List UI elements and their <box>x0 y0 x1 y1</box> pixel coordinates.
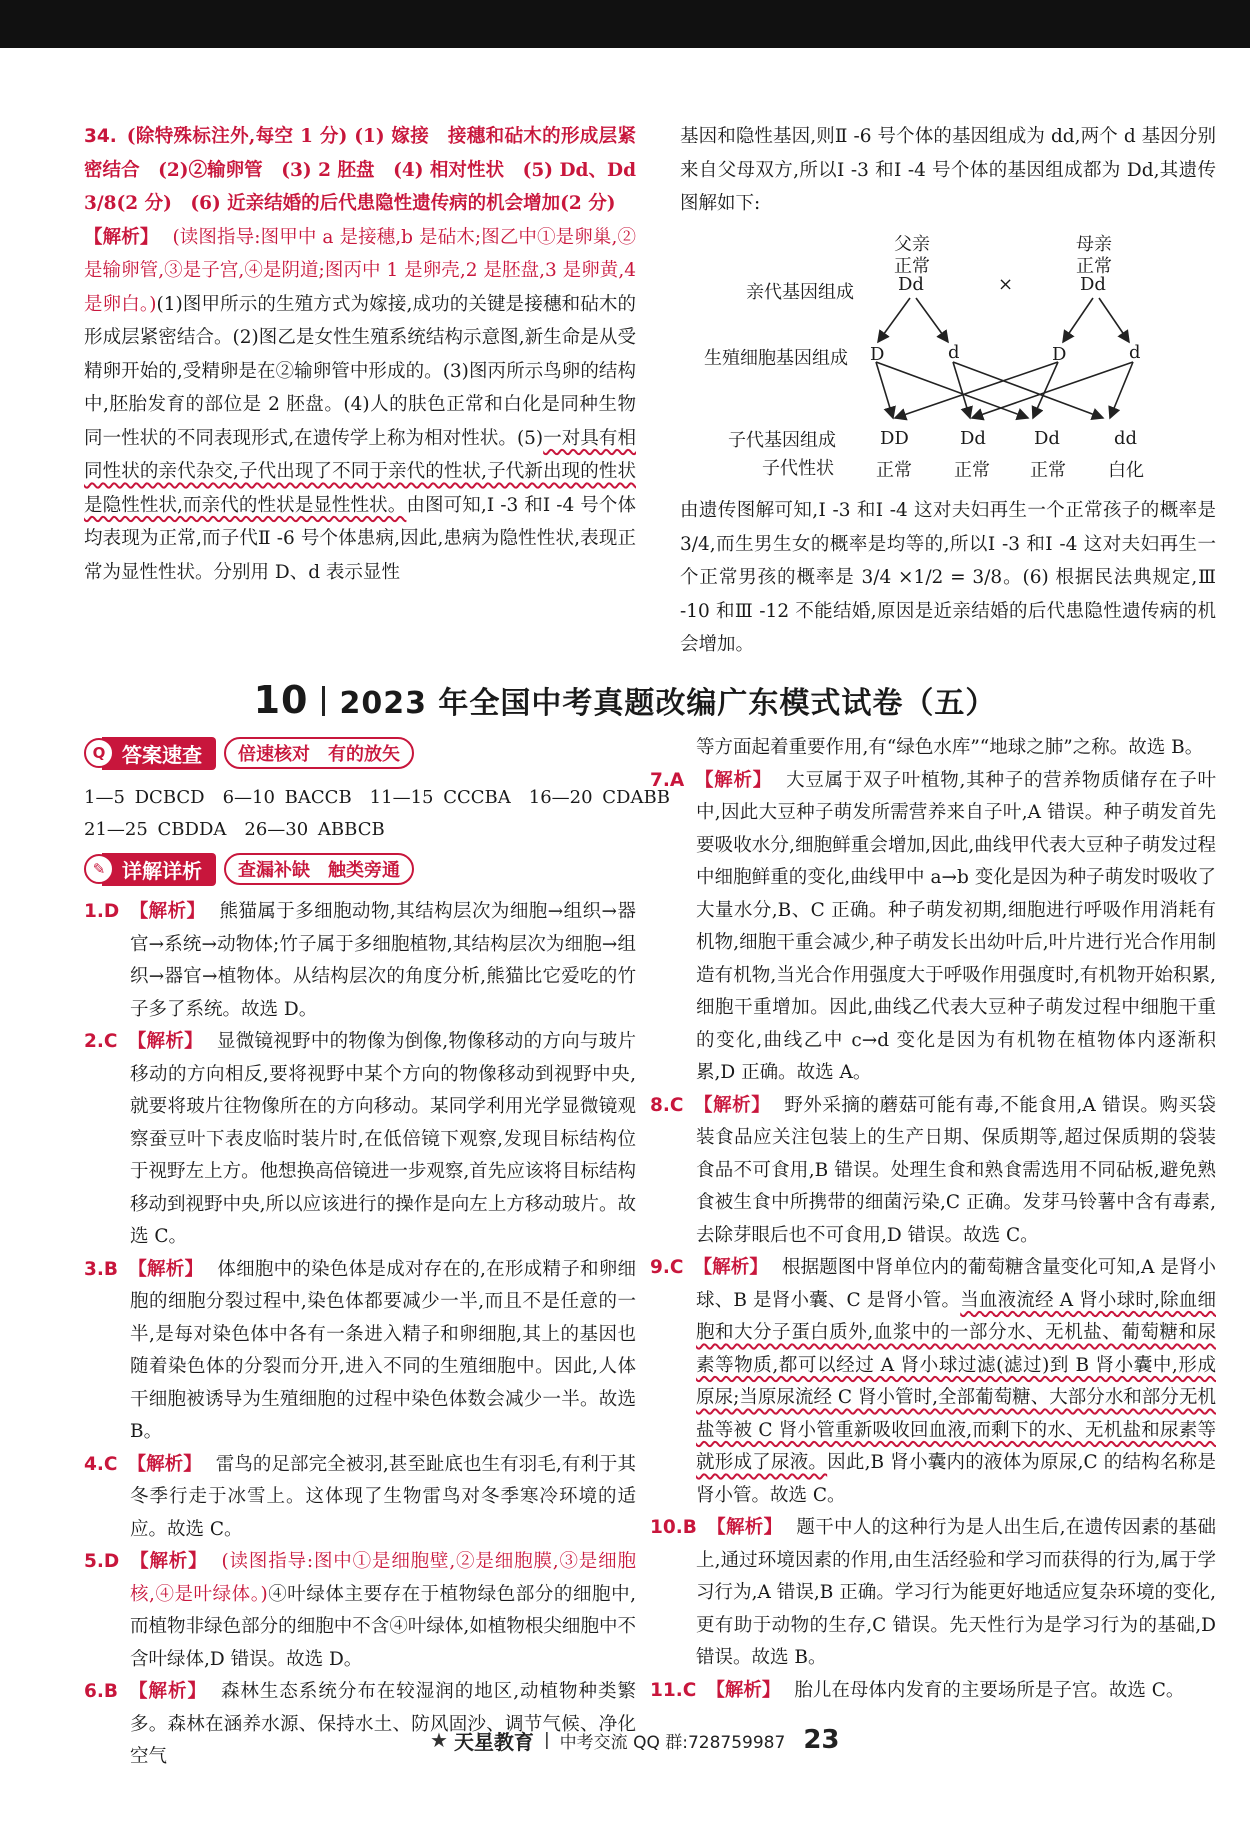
q34-analysis: 【解析】 (读图指导:图甲中 a 是接穗,b 是砧木;图乙中①是卵巢,②是输卵管,③是子宫,④是阴道;图丙中 1 是卵壳,2 是胚盘,3 是卵黄,4 是卵白。)(1)图甲所示的生殖方式为嫁接,成功的关键是接穗和砧木的形成层紧密结合。(2)图乙是女性生殖系统结构示意图,新生命是从受精卵开始的,受精卵是在②输卵管中形成的。(3)图丙所示鸟卵的结构中,胚胎发育的部位是 2 胚盘。(4)人的肤色正常和白化是同种生物同一性状的不同表现形式,在遗传学上称为相对性状。(5)一对具有相同性状的亲代杂交,子代出现了不同于亲代的性状,子代新出现的性状是隐性性状,而亲代的性状是显性性状。由图可知,Ⅰ -3 和Ⅰ -4 号个体均表现为正常,而子代Ⅱ -6 号个体患病,因此,患病为隐性性状,表现正常为显性性状。分别用 D、d 表示显性 <box>84 226 637 583</box>
child-genes-1: DD <box>880 428 909 449</box>
child-genes-3: Dd <box>1034 428 1060 449</box>
footer-divider: | <box>543 1730 550 1750</box>
gamete-d-1: d <box>948 342 960 363</box>
q7: 7.A 【解析】 大豆属于双子叶植物,其种子的营养物质储存在子叶中,因此大豆种子萌发所需营养来自子叶,A 错误。种子萌发首先要吸收水分,细胞鲜重会增加,因此,曲线甲代表大豆种子萌发过程中细胞鲜重的变化,曲线甲中 a→b 变化是因为种子萌发时吸收了大量水分,B、C 正确。种子萌发初期,细胞进行呼吸作用消耗有机物,细胞干重会减少,种子萌发长出幼叶后,叶片进行光合作用制造有机物,当光合作用强度大于呼吸作用强度时,有机物开始积累,细胞干重增加。因此,曲线乙代表大豆种子萌发过程中细胞干重的变化,曲线乙中 c→d 变化是因为有机物在植物体内逐渐积累,D 正确。故选 A。 <box>650 769 1216 1083</box>
analysis-right-column <box>650 732 1216 1707</box>
star-logo-icon: ★ <box>430 1728 448 1752</box>
father-trait: 正常 <box>894 256 930 277</box>
father-label: 父亲 <box>894 234 930 255</box>
section-title: 10 2023 年全国中考真题改编广东模式试卷（五） <box>253 678 997 722</box>
answer-key-line-2: 21—25 CBDDA 26—30 ABBCB <box>84 819 385 840</box>
genetic-cross-diagram <box>680 222 1220 482</box>
gamete-D-1: D <box>870 344 885 365</box>
answer-key-line-1: 1—5 DCBCD 6—10 BACCB 11—15 CCCBA 16—20 CDABB <box>84 787 670 808</box>
detailed-analysis-banner: ✎ 详解详析 查漏补缺 触类旁通 <box>84 852 414 886</box>
q3: 3.B 【解析】 体细胞中的染色体是成对存在的,在形成精子和卵细胞的细胞分裂过程中,染色体都要减少一半,而且不是任意的一半,是每对染色体中各有一条进入精子和卵细胞,其上的基因也随着染色体的分裂而分开,进入不同的生殖细胞中。因此,人体干细胞被诱导为生殖细胞的过程中染色体数会减少一半。故选 B。 <box>84 1258 636 1442</box>
q34-answer: 34. (除特殊标注外,每空 1 分) (1) 嫁接 接穗和砧木的形成层紧密结合 (2)②输卵管 (3) 2 胚盘 (4) 相对性状 (5) Dd、Dd 3/8(2 分) (6) 近亲结婚的后代患隐性遗传病的机会增加(2 分) <box>84 126 655 214</box>
publisher-logo: 天星教育 <box>453 1729 534 1754</box>
answer-key <box>84 782 670 846</box>
q34-right-text-2: 由遗传图解可知,Ⅰ -3 和Ⅰ -4 这对夫妇再生一个正常孩子的概率是 3/4,而生男生女的概率是均等的,所以Ⅰ -3 和Ⅰ -4 这对夫妇再生一个正常男孩的概率是 3/4 ×1/2 = 3/8。(6) 根据民法典规定,Ⅲ -10 和Ⅲ -12 不能结婚,原因是近亲结婚的后代患隐性遗传病的机会增加。 <box>680 500 1216 655</box>
mother-label: 母亲 <box>1076 234 1112 255</box>
magnifier-icon: Q <box>84 738 114 768</box>
mother-trait: 正常 <box>1076 256 1112 277</box>
qq-group: 中考交流 QQ 群:728759987 <box>559 1732 786 1753</box>
father-genes: Dd <box>898 274 924 295</box>
document-icon: ✎ <box>84 854 114 884</box>
child-trait-3: 正常 <box>1030 460 1066 481</box>
child-trait-2: 正常 <box>954 460 990 481</box>
mother-genes: Dd <box>1080 274 1106 295</box>
child-genes-2: Dd <box>960 428 986 449</box>
q8: 8.C 【解析】 野外采摘的蘑菇可能有毒,不能食用,A 错误。购买袋装食品应关注包装上的生产日期、保质期等,超过保质期的袋装食品不可食用,B 错误。处理生食和熟食需选用不同砧板,避免熟食被生食中所携带的细菌污染,C 正确。发芽马铃薯中含有毒素,去除芽眼后也不可食用,D 错误。故选 C。 <box>650 1094 1216 1246</box>
q4: 4.C 【解析】 雷鸟的足部完全被羽,甚至趾底也生有羽毛,有利于其冬季行走于冰雪上。这体现了生物雷鸟对冬季寒冷环境的适应。故选 C。 <box>84 1453 636 1540</box>
page-footer <box>430 1722 840 1758</box>
row-label-gamete: 生殖细胞基因组成 <box>704 348 848 369</box>
child-genes-4: dd <box>1114 428 1138 449</box>
q34-block <box>84 120 655 589</box>
child-trait-1: 正常 <box>876 460 912 481</box>
q6-continued: 等方面起着重要作用,有“绿色水库”“地球之肺”之称。故选 B。 <box>696 737 1204 758</box>
top-black-bar <box>0 0 1250 48</box>
answer-quick-check-banner: Q 答案速查 倍速核对 有的放矢 <box>84 736 414 770</box>
child-trait-4: 白化 <box>1108 460 1144 481</box>
cross-symbol: × <box>998 274 1014 295</box>
q5: 5.D 【解析】 (读图指导:图中①是细胞壁,②是细胞膜,③是细胞核,④是叶绿体。)④叶绿体主要存在于植物绿色部分的细胞中,而植物非绿色部分的细胞中不含④叶绿体,如植物根尖细胞中不含叶绿体,D 错误。故选 D。 <box>84 1551 636 1670</box>
row-label-child-traits: 子代性状 <box>762 458 834 479</box>
page-number: 23 <box>803 1725 840 1755</box>
q10: 10.B 【解析】 题干中人的这种行为是人出生后,在遗传因素的基础上,通过环境因素的作用,由生活经验和学习而获得的行为,属于学习行为,A 错误,B 正确。学习行为能更好地适应复杂环境的变化,更有助于动物的生存,C 错误。先天性行为是学习行为的基础,D 错误。故选 B。 <box>650 1517 1216 1668</box>
row-label-child-genes: 子代基因组成 <box>728 430 836 451</box>
gamete-d-2: d <box>1129 342 1141 363</box>
q2: 2.C 【解析】 显微镜视野中的物像为倒像,物像移动的方向与玻片移动的方向相反,要将视野中某个方向的物像移动到视野中央,就要将玻片往物像所在的方向移动。某同学利用光学显微镜观察蚕豆叶下表皮临时装片时,在低倍镜下观察,发现目标结构位于视野左上方。他想换高倍镜进一步观察,首先应该将目标结构移动到视野中央,所以应该进行的操作是向左上方移动玻片。故选 C。 <box>84 1031 636 1247</box>
analysis-left-column <box>84 896 636 1774</box>
q11: 11.C 【解析】 胎儿在母体内发育的主要场所是子宫。故选 C。 <box>650 1679 1185 1701</box>
q34-right-text-1: 基因和隐性基因,则Ⅱ -6 号个体的基因组成为 dd,两个 d 基因分别来自父母双方,所以Ⅰ -3 和Ⅰ -4 号个体的基因组成都为 Dd,其遗传图解如下: <box>680 126 1216 214</box>
row-label-parent: 亲代基因组成 <box>746 282 854 303</box>
q1: 1.D 【解析】 熊猫属于多细胞动物,其结构层次为细胞→组织→器官→系统→动物体;竹子属于多细胞植物,其结构层次为细胞→组织→器官→植物体。从结构层次的角度分析,熊猫比它爱吃的竹子多了系统。故选 D。 <box>84 901 636 1020</box>
q9: 9.C 【解析】 根据题图中肾单位内的葡萄糖含量变化可知,A 是肾小球、B 是肾小囊、C 是肾小管。当血液流经 A 肾小球时,除血细胞和大分子蛋白质外,血浆中的一部分水、无机盐、葡萄糖和尿素等物质,都可以经过 A 肾小球过滤(滤过)到 B 肾小囊中,形成原尿;当原尿流经 C 肾小管时,全部葡萄糖、大部分水和部分无机盐等被 C 肾小管重新吸收回血液,而剩下的水、无机盐和尿素等就形成了尿液。因此,B 肾小囊内的液体为原尿,C 的结构名称是肾小管。故选 C。 <box>650 1257 1216 1506</box>
gamete-D-2: D <box>1052 344 1067 365</box>
title-divider <box>322 686 325 716</box>
q6: 6.B 【解析】 森林生态系统分布在较湿润的地区,动植物种类繁多。森林在涵养水源、保持水土、防风固沙、调节气候、净化空气 <box>84 1681 636 1767</box>
